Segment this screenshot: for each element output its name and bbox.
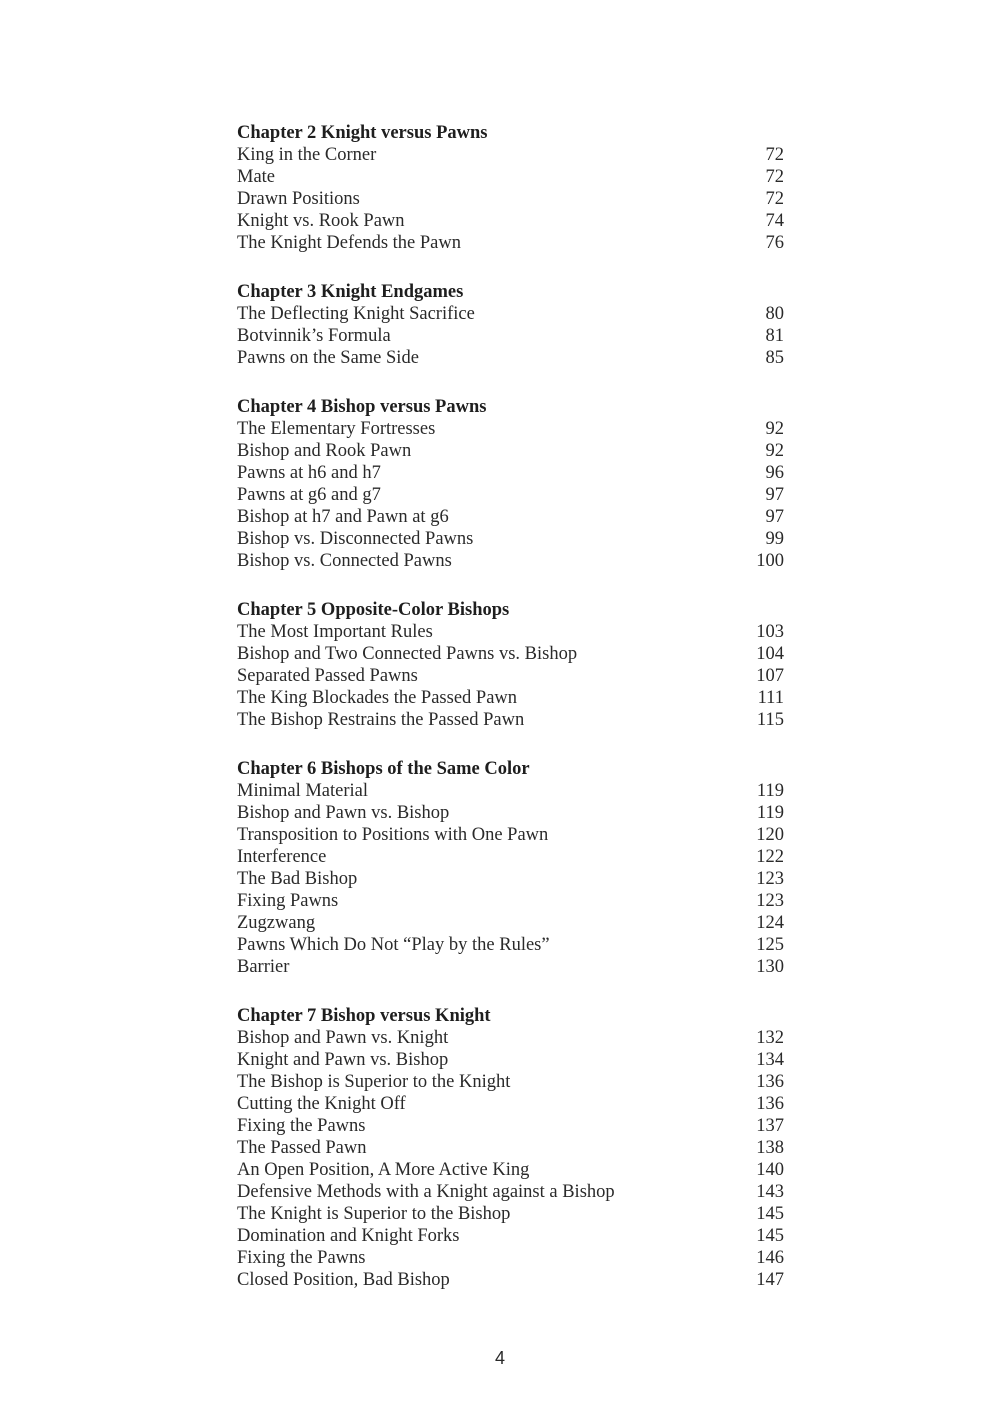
toc-entry — [237, 440, 784, 462]
entry-title: Fixing Pawns — [237, 891, 339, 911]
entry-page-number: 81 — [765, 326, 784, 346]
entry-page-number: 103 — [756, 622, 784, 642]
entry-page-number: 136 — [756, 1072, 784, 1092]
entry-title: Pawns Which Do Not “Play by the Rules” — [237, 935, 550, 955]
entry-title: The Bad Bishop — [237, 869, 358, 889]
entry-title: Pawns on the Same Side — [237, 348, 419, 368]
toc-entry — [237, 232, 784, 254]
entry-page-number: 146 — [756, 1248, 784, 1268]
toc-entry — [237, 484, 784, 506]
chapter-title: Chapter 5 Opposite-Color Bishops — [237, 600, 510, 620]
entry-title: Bishop and Rook Pawn — [237, 441, 412, 461]
toc-entry — [237, 1159, 784, 1181]
entry-page-number: 145 — [756, 1204, 784, 1224]
entry-title: Zugzwang — [237, 913, 316, 933]
entry-page-number: 130 — [756, 957, 784, 977]
toc-entry — [237, 1203, 784, 1225]
entry-page-number: 100 — [756, 551, 784, 571]
toc-entry — [237, 303, 784, 325]
entry-title: Bishop and Pawn vs. Bishop — [237, 803, 450, 823]
chapter-section — [237, 281, 784, 369]
chapter-section — [237, 1005, 784, 1291]
entry-title: The Elementary Fortresses — [237, 419, 436, 439]
toc-entry — [237, 144, 784, 166]
entry-title: The Bishop is Superior to the Knight — [237, 1072, 511, 1092]
entry-page-number: 92 — [765, 441, 784, 461]
toc-entry — [237, 621, 784, 643]
entry-page-number: 125 — [756, 935, 784, 955]
toc-entry — [237, 1137, 784, 1159]
entry-page-number: 123 — [756, 869, 784, 889]
entry-title: The Knight Defends the Pawn — [237, 233, 462, 253]
toc-entry — [237, 550, 784, 572]
entry-title: Interference — [237, 847, 327, 867]
entry-page-number: 124 — [756, 913, 784, 933]
entry-page-number: 137 — [756, 1116, 784, 1136]
entry-title: Minimal Material — [237, 781, 369, 801]
toc-entry — [237, 1049, 784, 1071]
entry-page-number: 115 — [756, 710, 784, 730]
toc-entry — [237, 1247, 784, 1269]
entry-page-number: 97 — [765, 507, 784, 527]
entry-page-number: 74 — [765, 211, 784, 231]
toc-entry — [237, 528, 784, 550]
entry-page-number: 72 — [765, 145, 784, 165]
toc-entry — [237, 890, 784, 912]
entry-page-number: 140 — [756, 1160, 784, 1180]
entry-title: Bishop and Pawn vs. Knight — [237, 1028, 449, 1048]
entry-page-number: 104 — [756, 644, 784, 664]
entry-page-number: 111 — [757, 688, 784, 708]
toc-entry — [237, 687, 784, 709]
chapter-section — [237, 122, 784, 254]
entry-page-number: 85 — [765, 348, 784, 368]
toc-entry — [237, 506, 784, 528]
entry-page-number: 92 — [765, 419, 784, 439]
chapter-section — [237, 758, 784, 978]
entry-page-number: 132 — [756, 1028, 784, 1048]
chapter-title: Chapter 3 Knight Endgames — [237, 282, 464, 302]
entry-page-number: 96 — [765, 463, 784, 483]
entry-title: Mate — [237, 167, 276, 187]
toc-entry — [237, 1093, 784, 1115]
entry-page-number: 119 — [756, 781, 784, 801]
entry-title: Pawns at h6 and h7 — [237, 463, 381, 483]
table-of-contents — [237, 122, 784, 1318]
entry-title: Knight and Pawn vs. Bishop — [237, 1050, 449, 1070]
toc-entry — [237, 1225, 784, 1247]
toc-entry — [237, 846, 784, 868]
entry-page-number: 107 — [756, 666, 784, 686]
toc-entry — [237, 210, 784, 232]
toc-entry — [237, 1071, 784, 1093]
toc-entry — [237, 462, 784, 484]
entry-title: Transposition to Positions with One Pawn — [237, 825, 549, 845]
entry-page-number: 134 — [756, 1050, 784, 1070]
entry-page-number: 97 — [765, 485, 784, 505]
toc-entry — [237, 1115, 784, 1137]
toc-entry — [237, 1027, 784, 1049]
entry-title: The Bishop Restrains the Passed Pawn — [237, 710, 525, 730]
entry-page-number: 76 — [765, 233, 784, 253]
entry-title: Bishop and Two Connected Pawns vs. Bishop — [237, 644, 578, 664]
entry-title: Defensive Methods with a Knight against a Bishop — [237, 1182, 615, 1202]
chapter-title: Chapter 4 Bishop versus Pawns — [237, 397, 487, 417]
toc-entry — [237, 418, 784, 440]
toc-entry — [237, 912, 784, 934]
toc-entry — [237, 166, 784, 188]
entry-title: Cutting the Knight Off — [237, 1094, 406, 1114]
entry-page-number: 99 — [765, 529, 784, 549]
entry-title: Botvinnik’s Formula — [237, 326, 391, 346]
entry-page-number: 123 — [756, 891, 784, 911]
toc-entry — [237, 824, 784, 846]
entry-title: The Most Important Rules — [237, 622, 433, 642]
toc-entry — [237, 868, 784, 890]
entry-page-number: 147 — [756, 1270, 784, 1290]
entry-title: The Passed Pawn — [237, 1138, 367, 1158]
entry-title: Knight vs. Rook Pawn — [237, 211, 405, 231]
entry-title: Fixing the Pawns — [237, 1248, 366, 1268]
toc-entry — [237, 934, 784, 956]
entry-title: Fixing the Pawns — [237, 1116, 366, 1136]
entry-title: Bishop vs. Connected Pawns — [237, 551, 452, 571]
toc-entry — [237, 643, 784, 665]
entry-page-number: 80 — [765, 304, 784, 324]
entry-title: Barrier — [237, 957, 290, 977]
entry-title: The Deflecting Knight Sacrifice — [237, 304, 475, 324]
entry-title: Bishop at h7 and Pawn at g6 — [237, 507, 449, 527]
toc-entry — [237, 1181, 784, 1203]
chapter-title: Chapter 7 Bishop versus Knight — [237, 1006, 491, 1026]
entry-page-number: 72 — [765, 189, 784, 209]
entry-page-number: 72 — [765, 167, 784, 187]
entry-title: Domination and Knight Forks — [237, 1226, 460, 1246]
entry-title: Separated Passed Pawns — [237, 666, 418, 686]
chapter-section — [237, 599, 784, 731]
toc-entry — [237, 802, 784, 824]
entry-page-number: 119 — [756, 803, 784, 823]
chapter-section — [237, 396, 784, 572]
entry-title: Closed Position, Bad Bishop — [237, 1270, 450, 1290]
entry-title: Pawns at g6 and g7 — [237, 485, 381, 505]
toc-entry — [237, 709, 784, 731]
entry-title: The King Blockades the Passed Pawn — [237, 688, 518, 708]
entry-page-number: 145 — [756, 1226, 784, 1246]
entry-page-number: 122 — [756, 847, 784, 867]
chapter-title: Chapter 6 Bishops of the Same Color — [237, 759, 530, 779]
toc-entry — [237, 347, 784, 369]
entry-title: King in the Corner — [237, 145, 377, 165]
entry-title: An Open Position, A More Active King — [237, 1160, 530, 1180]
page-number: 4 — [494, 1348, 505, 1368]
toc-entry — [237, 325, 784, 347]
entry-title: Bishop vs. Disconnected Pawns — [237, 529, 474, 549]
entry-page-number: 136 — [756, 1094, 784, 1114]
toc-entry — [237, 665, 784, 687]
entry-page-number: 143 — [756, 1182, 784, 1202]
entry-title: The Knight is Superior to the Bishop — [237, 1204, 511, 1224]
toc-entry — [237, 1269, 784, 1291]
chapter-title: Chapter 2 Knight versus Pawns — [237, 123, 488, 143]
entry-page-number: 138 — [756, 1138, 784, 1158]
toc-entry — [237, 956, 784, 978]
toc-entry — [237, 188, 784, 210]
toc-entry — [237, 780, 784, 802]
entry-page-number: 120 — [756, 825, 784, 845]
entry-title: Drawn Positions — [237, 189, 360, 209]
